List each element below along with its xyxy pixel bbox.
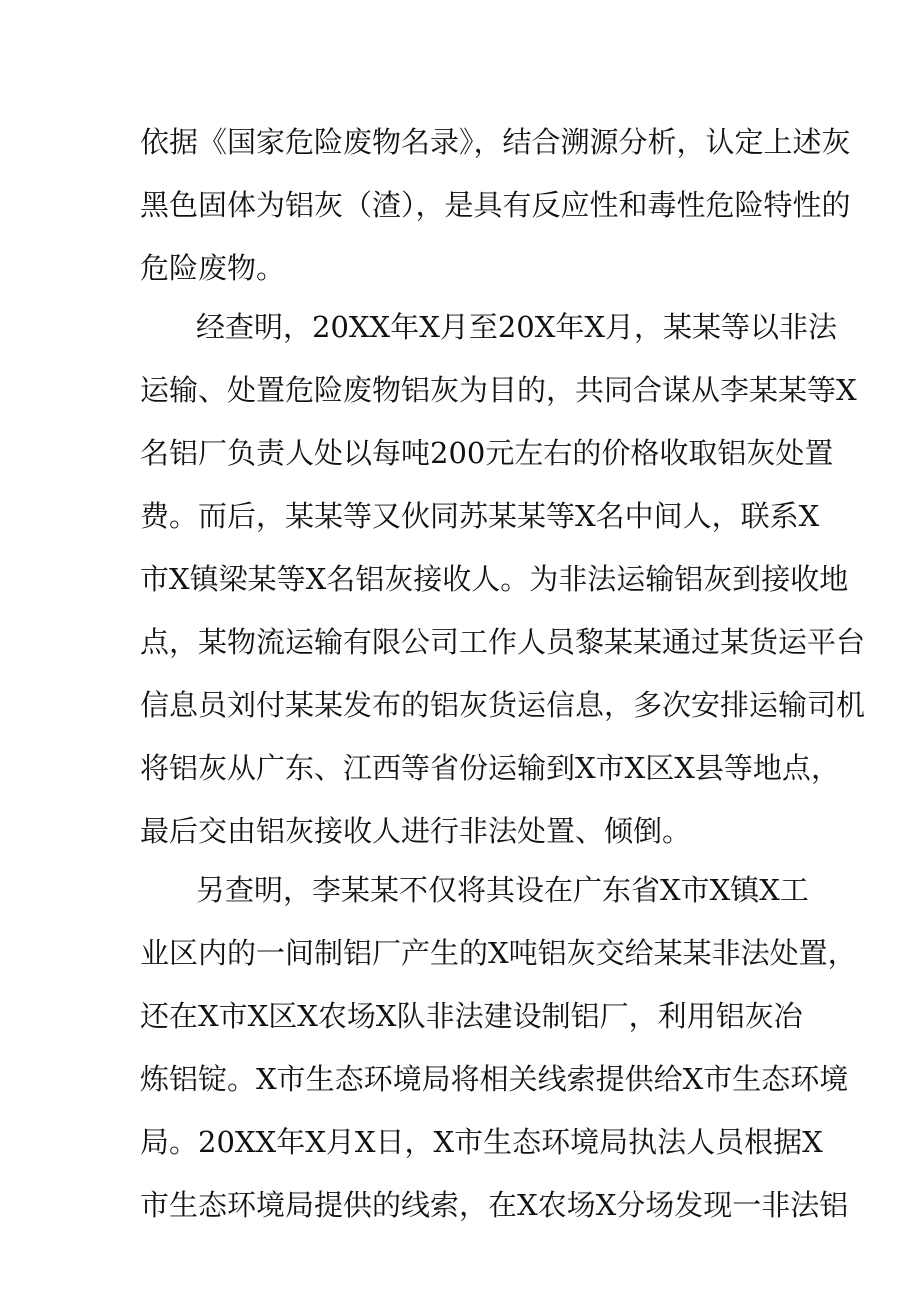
- text-line: 将铝灰从广东、江西等省份运输到X市X区X县等地点，: [140, 751, 840, 785]
- text-line: 另查明，李某某不仅将其设在广东省X市X镇X工: [196, 873, 809, 907]
- text-line: 危险废物。: [140, 251, 286, 285]
- text-line: 依据《国家危险废物名录》，结合溯源分析，认定上述灰: [140, 125, 851, 159]
- text-line: 还在X市X区X农场X队非法建设制铝厂，利用铝灰冶: [140, 999, 803, 1033]
- text-line: 局。20XX年X月X日，X市生态环境局执法人员根据X: [140, 1125, 823, 1159]
- text-line: 最后交由铝灰接收人进行非法处置、倾倒。: [140, 814, 692, 848]
- text-line: 业区内的一间制铝厂产生的X吨铝灰交给某某非法处置，: [140, 936, 857, 970]
- text-line: 市X镇梁某等X名铝灰接收人。为非法运输铝灰到接收地: [140, 562, 849, 596]
- text-line: 信息员刘付某某发布的铝灰货运信息，多次安排运输司机: [140, 688, 866, 722]
- text-line: 点，某物流运输有限公司工作人员黎某某通过某货运平台: [140, 625, 866, 659]
- text-line: 名铝厂负责人处以每吨200元左右的价格收取铝灰处置: [140, 436, 834, 470]
- text-line: 市生态环境局提供的线索，在X农场X分场发现一非法铝: [140, 1188, 849, 1222]
- text-line: 黑色固体为铝灰（渣），是具有反应性和毒性危险特性的: [140, 188, 851, 222]
- text-line: 经查明，20XX年X月至20X年X月，某某等以非法: [196, 310, 838, 344]
- text-line: 运输、处置危险废物铝灰为目的，共同合谋从李某某等X: [140, 373, 857, 407]
- text-line: 炼铝锭。X市生态环境局将相关线索提供给X市生态环境: [140, 1062, 849, 1096]
- text-line: 费。而后，某某等又伙同苏某某等X名中间人，联系X: [140, 499, 820, 533]
